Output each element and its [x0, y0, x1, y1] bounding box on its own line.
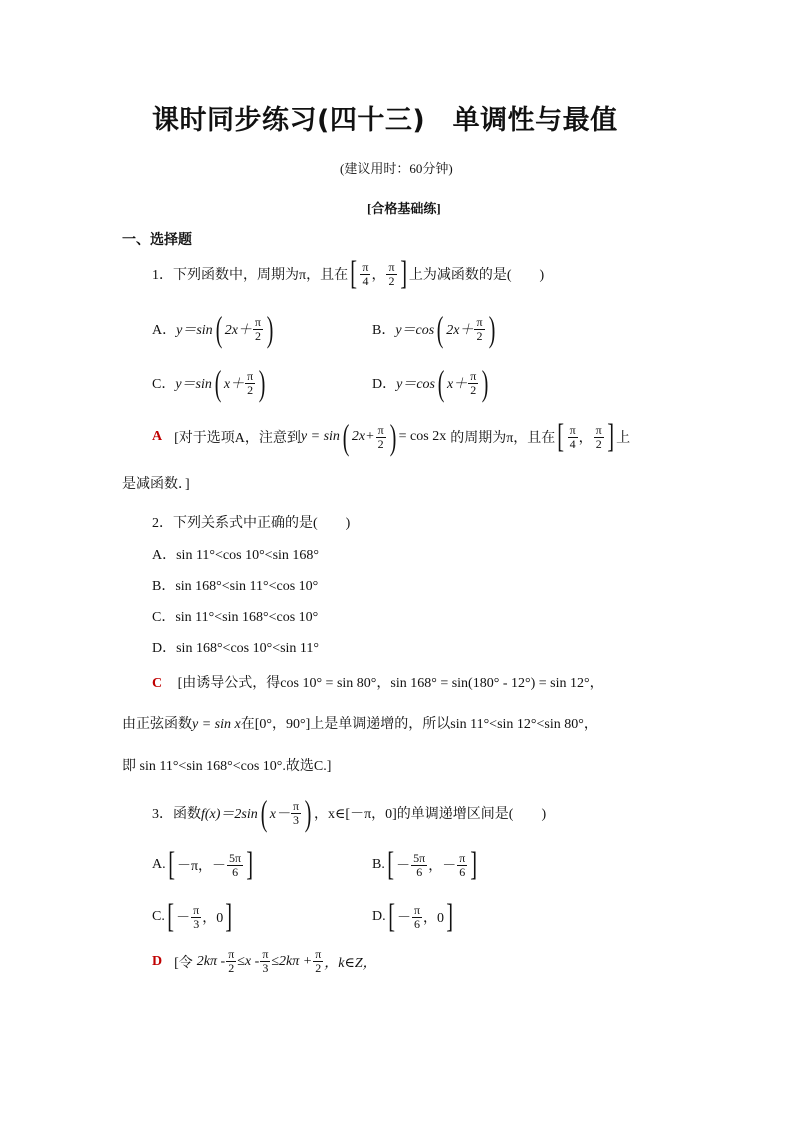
q1-explanation: A [对于选项A，注意到 y = sin ( 2x+ $\frac{\pi}{2}$ ) = cos 2x 的周期为 π， 且在 [ $\frac{\pi}{4}$ ， $\frac{\pi}{2}$ ] 上	[152, 417, 631, 457]
q1-explanation-line2: 是减函数．]	[122, 477, 190, 492]
q1-option-c: C． y＝sin ( x＋ $\frac{\pi}{2}$ )	[152, 363, 266, 403]
section-tag: [合格基础练]	[367, 201, 441, 216]
q2-option-a: A．sin 11°<cos 10°<sin 168°	[152, 548, 320, 563]
bracket-right: ]	[399, 255, 407, 292]
page-title: 课时同步练习(四十三) 单调性与最值	[152, 105, 618, 136]
q1-stem: 1．下列函数中，周期为π，且在 [ $\frac{\pi}{4}$ ， $\frac{\pi}{2}$ ] 上为减函数的是( )	[152, 255, 545, 292]
part-heading: 一、选择题	[122, 233, 192, 248]
q2-option-b: B．sin 168°<sin 11°<cos 10°	[152, 579, 319, 594]
q2-answer: C	[152, 676, 163, 691]
q2-explanation-line1: C [由诱导公式，得cos 10° = sin 80°，sin 168° = sin(180° - 12°) = sin 12°，	[152, 676, 604, 691]
q3-option-a: A. [ －π，－ $\frac{5\pi}{6}$ ]	[152, 846, 254, 883]
q1-stem-text-b: 上为减函数的是( )	[408, 268, 545, 283]
time-note: (建议用时：60分钟)	[340, 161, 453, 176]
q3-answer: D	[152, 953, 163, 969]
q2-explanation-line3: 即 sin 11°<sin 168°<cos 10°.故选C.]	[122, 759, 332, 774]
fraction: $\frac{\pi}{2}$	[388, 259, 395, 288]
q3-explanation: D [令 2kπ - $\frac{\pi}{2}$ ≤x - $\frac{\pi}{3}$ ≤2kπ + $\frac{\pi}{2}$ ，k∈Z，	[152, 947, 377, 975]
q3-stem: 3．函数 f(x)＝2sin ( x－ $\frac{\pi}{3}$ ) ，x∈[－π，0]的单调递增区间是( )	[152, 793, 547, 833]
q3-option-d: D. [ － $\frac{\pi}{6}$ ，0 ]	[372, 898, 454, 935]
q2-option-c: C．sin 11°<sin 168°<cos 10°	[152, 610, 319, 625]
q1-answer: A	[152, 429, 163, 444]
q3-option-c: C. [ － $\frac{\pi}{3}$ ，0 ]	[152, 898, 233, 935]
q2-stem: 2．下列关系式中正确的是( )	[152, 516, 351, 531]
fraction: $\frac{\pi}{4}$	[362, 259, 369, 288]
q1-stem-text-a: 1．下列函数中，周期为π，且在	[152, 268, 349, 283]
q2-explanation-line2: 由正弦函数y = sin x在[0°，90°]上是单调递增的，所以sin 11°<sin 12°<sin 80°，	[122, 717, 598, 732]
q3-option-b: B. [ － $\frac{5\pi}{6}$ ，－ $\frac{\pi}{6}$ ]	[372, 846, 478, 883]
q1-option-b: B． y＝cos ( 2x＋ $\frac{\pi}{2}$ )	[372, 309, 495, 349]
bracket-left: [	[350, 255, 358, 292]
q1-option-a: A． y＝sin ( 2x＋ $\frac{\pi}{2}$ )	[152, 309, 274, 349]
q1-option-d: D． y＝cos ( x＋ $\frac{\pi}{2}$ )	[372, 363, 489, 403]
q2-option-d: D．sin 168°<cos 10°<sin 11°	[152, 641, 320, 656]
